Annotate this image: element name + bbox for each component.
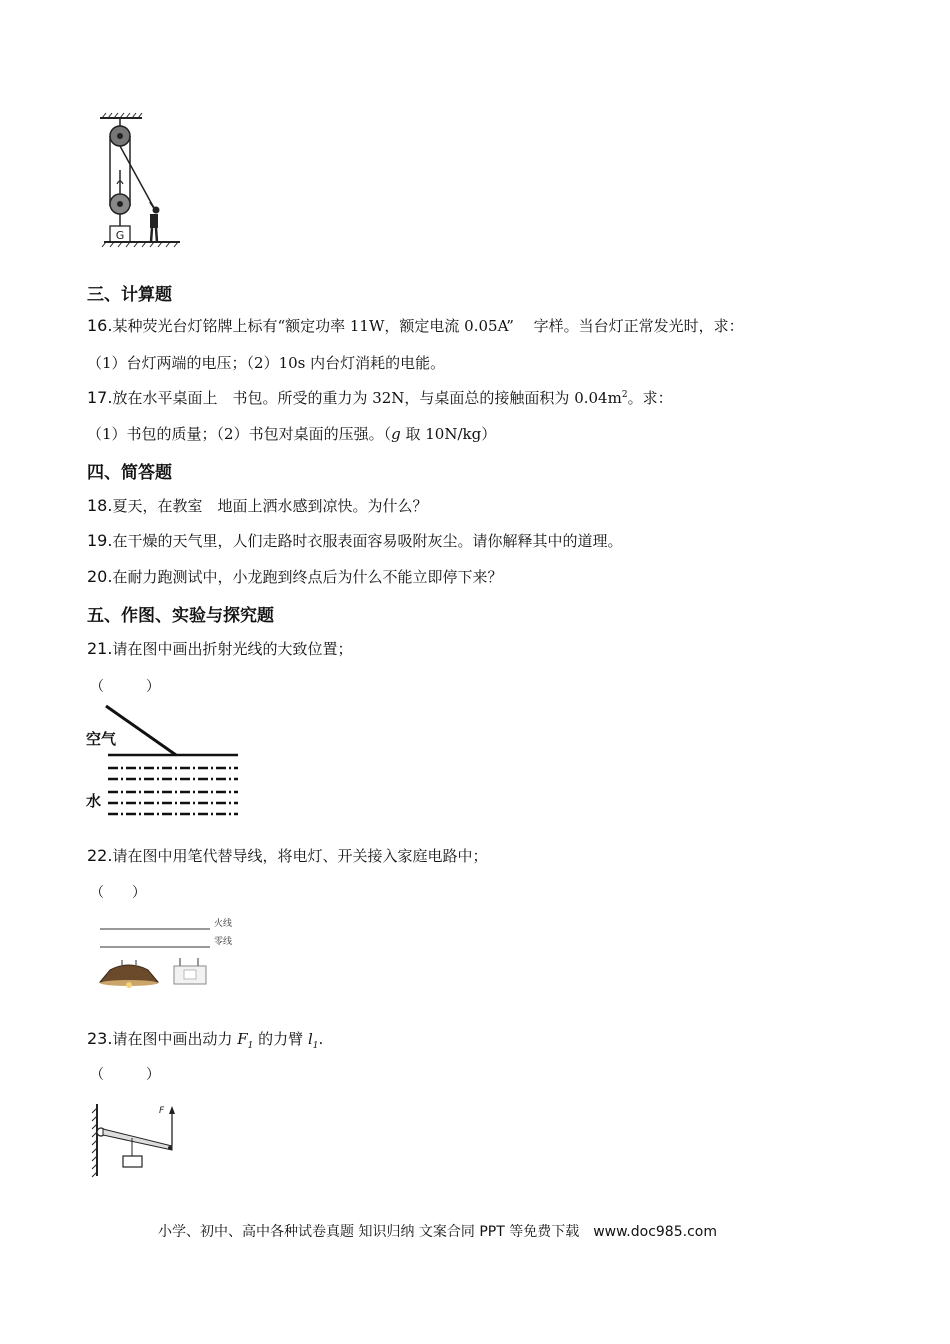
neutral-wire-label: 零线 (214, 937, 233, 947)
answer-blank: （ ） (90, 885, 146, 901)
lever-figure (86, 1100, 186, 1180)
question-text-end: . (318, 1030, 324, 1048)
question-number: 20. (87, 567, 113, 586)
question-number: 17. (87, 388, 113, 407)
question-number: 16. (87, 316, 113, 335)
subpart-text: （1）书包的质量；（2）书包对桌面的压强。（ (87, 425, 392, 443)
live-wire-label: 火线 (214, 919, 233, 929)
question-number: 19. (87, 531, 113, 550)
subpart-text-end: 取 10N/kg） (400, 425, 497, 443)
question-text: 请在图中画出动力 (112, 1030, 238, 1048)
symbol-g: g (391, 425, 401, 443)
question-text-mid: 的力臂 (253, 1030, 308, 1048)
subscript: 1 (247, 1041, 254, 1051)
refraction-figure (84, 700, 244, 820)
question-16 (87, 315, 744, 336)
symbol-f: F (237, 1030, 248, 1048)
question-text: 在耐力跑测试中，小龙跑到终点后为什么不能立即停下来？ (112, 568, 503, 586)
answer-blank: （ ） (90, 679, 160, 695)
symbol-l: l (307, 1030, 313, 1048)
question-17 (87, 387, 673, 408)
question-text: 放在水平桌面上 书包。所受的重力为 32N，与桌面总的接触面积为 0.04m (112, 389, 622, 407)
question-number: 23. (87, 1029, 113, 1048)
question-21 (87, 638, 352, 659)
force-label: F (159, 1106, 165, 1116)
pulley-weight-label: G (115, 229, 125, 242)
answer-blank: （ ） (90, 1067, 160, 1083)
subscript: 1 (312, 1041, 319, 1051)
question-number: 21. (87, 639, 113, 658)
question-number: 22. (87, 846, 113, 865)
question-number: 18. (87, 496, 113, 515)
question-text: 请在图中用笔代替导线，将电灯、开关接入家庭电路中； (112, 847, 488, 865)
question-text: 在干燥的天气里，人们走路时衣服表面容易吸附灰尘。请你解释其中的道理。 (112, 532, 623, 550)
question-23 (87, 1028, 323, 1051)
question-22 (87, 845, 487, 866)
question-text: 夏天，在教室 地面上洒水感到凉快。为什么？ (112, 497, 428, 515)
question-17-subparts (87, 423, 496, 444)
air-label: 空气 (86, 730, 117, 748)
superscript: 2 (621, 390, 628, 400)
question-16-subparts: （1）台灯两端的电压；（2）10s 内台灯消耗的电能。 (87, 354, 446, 372)
question-18 (87, 495, 427, 516)
water-label: 水 (86, 792, 102, 810)
circuit-figure (98, 910, 243, 992)
question-text: 请在图中画出折射光线的大致位置； (112, 640, 353, 658)
question-19 (87, 530, 622, 551)
pulley-figure (84, 112, 184, 248)
section-heading-short-answer: 四、简答题 (87, 463, 172, 483)
question-text: 某种荧光台灯铭牌上标有“额定功率 11W，额定电流 0.05A” 字样。当台灯正常发光时，求： (112, 317, 744, 335)
page-footer: 小学、初中、高中各种试卷真题 知识归纳 文案合同 PPT 等免费下载 www.doc985.com (158, 1224, 717, 1240)
section-heading-calculation: 三、计算题 (87, 285, 172, 305)
question-text-end: 。求： (627, 389, 673, 407)
section-heading-drawing: 五、作图、实验与探究题 (87, 606, 274, 626)
question-20 (87, 566, 502, 587)
